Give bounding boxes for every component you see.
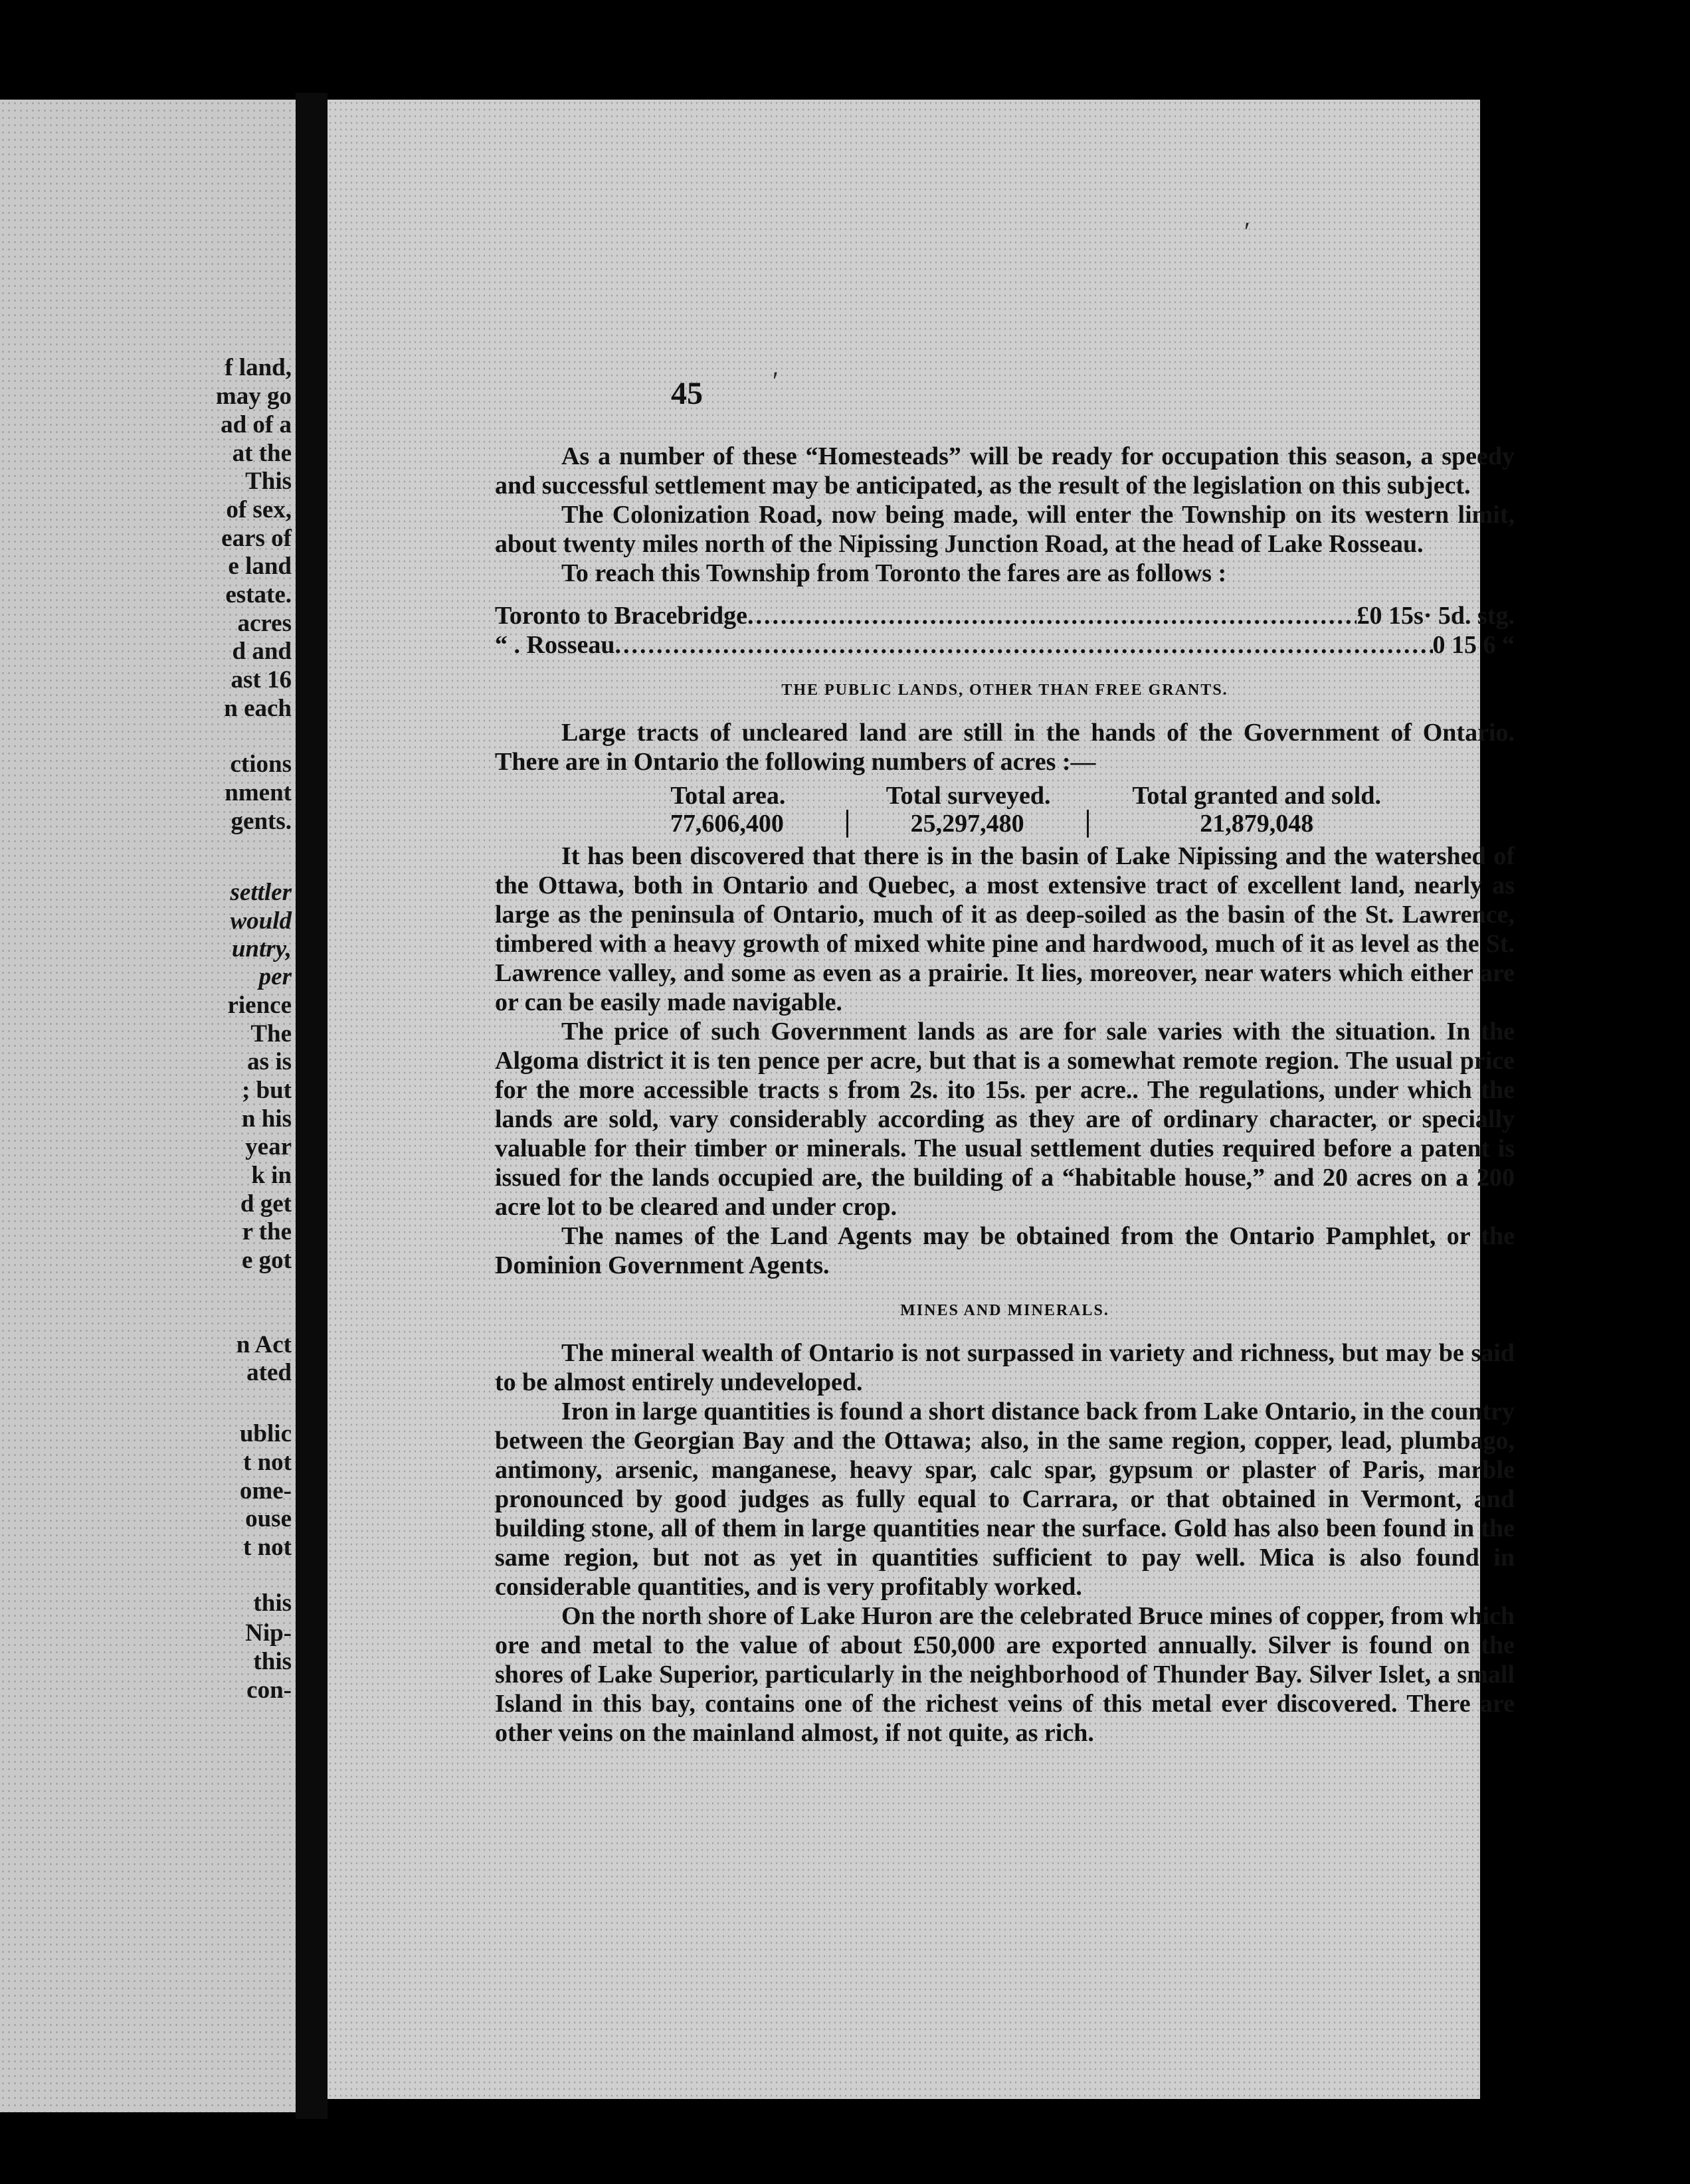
left-page-text-fragment: at the [232, 440, 292, 467]
acres-value: 21,879,048 [1200, 810, 1314, 838]
left-page-text-fragment: n Act [236, 1331, 292, 1358]
left-page-text-fragment: ; but [241, 1077, 292, 1104]
left-page-text-fragment: ears of [221, 525, 292, 552]
paragraph: To reach this Township from Toronto the fares are as follows : [561, 559, 1227, 587]
left-page-text-fragment: gents. [231, 808, 292, 835]
paragraph: As a number of these “Homesteads” will be ready for occupation this season, a speedy and successful settlement may be anticipated, as the result of the legislation on this subject. [495, 442, 1515, 500]
left-page-text-fragment: year [245, 1133, 292, 1160]
left-page-text-fragment: this [253, 1648, 292, 1675]
book-gutter [296, 93, 328, 2119]
left-page-text-fragment: e got [242, 1247, 292, 1274]
acres-header: Total area. [670, 782, 786, 810]
intro-section [495, 442, 1515, 588]
left-page-text-fragment: ublic [239, 1420, 292, 1447]
left-page-text-fragment: This [245, 468, 292, 495]
paragraph: On the north shore of Lake Huron are the celebrated Bruce mines of copper, from which ore and metal to the value of about £50,000 are exported annually. Silver is found on the shores of Lake Superior, particularly in the neighborhood of Thunder Bay. Silver Islet, a small Island in this bay, contains one of the richest veins of this metal ever discovered. There are other veins on the mainland almost, if not quite, as rich. [495, 1602, 1515, 1747]
print-speck: ʹ [1244, 217, 1250, 246]
left-page-text-fragment: estate. [225, 581, 292, 608]
left-page-text-fragment: nment [225, 779, 292, 806]
acres-header: Total surveyed. [886, 782, 1051, 810]
paragraph: The price of such Government lands as are for sale varies with the situation. In the Algoma district it is ten pence per acre, but that is a somewhat remote region. The usual price for the more accessible tracts s from 2s. ito 15s. per acre.. The regulations, under which the lands are sold, vary considerably according as they are of ordinary character, or specially valuable for their timber or minerals. The usual settlement duties required before a patent is issued for the lands occupied are, the building of a “habitable house,” and 20 acres on a 200 acre lot to be cleared and under crop. [495, 1018, 1515, 1221]
page-content [495, 442, 1515, 1748]
paragraph: Large tracts of uncleared land are still in the hands of the Government of Ontario. There are in Ontario the following numbers of acres :— [495, 719, 1515, 776]
section-heading-mines: MINES AND MINERALS. [900, 1302, 1109, 1319]
fare-amount: 0 15 6 “ [1432, 631, 1515, 659]
page-number: 45 [671, 376, 703, 411]
acres-value: 25,297,480 [848, 810, 1089, 838]
fare-destination: “ . Rosseau [495, 631, 615, 659]
leader-dots [747, 601, 1357, 630]
left-page-text-fragment: would [230, 907, 292, 935]
fare-row [495, 630, 1515, 660]
left-page-text-fragment: f land, [225, 354, 292, 381]
mines-section [495, 1338, 1515, 1748]
left-page-text-fragment: e land [228, 553, 292, 580]
left-page-text-fragment: t not [243, 1534, 292, 1561]
fares-table [495, 601, 1515, 660]
left-page-text-fragment: con- [246, 1677, 292, 1704]
paragraph: The names of the Land Agents may be obtained from the Ontario Pamphlet, or the Dominion Government Agents. [495, 1222, 1515, 1279]
left-page-text-fragment: untry, [231, 935, 292, 962]
fare-row [495, 601, 1515, 630]
fare-destination: Toronto to Bracebridge [495, 602, 747, 630]
public-lands-section [495, 842, 1515, 1280]
left-page-text-fragment: settler [230, 879, 292, 906]
left-page-text-fragment: ouse [245, 1505, 292, 1532]
left-page-text-fragment: ad of a [221, 411, 292, 438]
left-page-text-fragment: as is [247, 1048, 292, 1075]
left-page-text-fragment: k in [251, 1162, 292, 1189]
fare-amount: £0 15s· 5d. stg. [1357, 602, 1515, 630]
left-page-text-fragment: this [253, 1590, 292, 1617]
acres-table [608, 782, 1425, 838]
left-page-text-fragment: t not [243, 1449, 292, 1476]
left-page-text-fragment: n each [224, 695, 292, 722]
left-page-text-fragment: ctions [230, 751, 292, 778]
left-page-text-fragment: n his [241, 1105, 292, 1133]
paragraph: The mineral wealth of Ontario is not surpassed in variety and richness, but may be said to be almost entirely undeveloped. [495, 1339, 1515, 1396]
leader-dots [615, 630, 1433, 660]
left-page-text-fragment: acres [237, 610, 292, 637]
section-heading-public-lands: THE PUBLIC LANDS, OTHER THAN FREE GRANTS. [781, 682, 1228, 699]
left-page-text-fragment: d and [232, 638, 292, 665]
left-page-text-fragment: may go [215, 383, 292, 410]
left-page-text-fragment: ated [246, 1359, 292, 1386]
acres-header: Total granted and sold. [1132, 782, 1381, 810]
left-page-text-fragment: r the [242, 1218, 292, 1245]
left-page-text-fragment: Nip- [245, 1619, 292, 1647]
acres-value: 77,606,400 [608, 810, 848, 838]
left-page-text-fragment: ome- [239, 1477, 292, 1504]
left-page-text-fragment: d get [240, 1190, 292, 1218]
paragraph: It has been discovered that there is in the basin of Lake Nipissing and the watershed of the Ottawa, both in Ontario and Quebec, a most extensive tract of excellent land, nearly as large as the peninsula of Ontario, much of it as deep-soiled as the basin of the St. Lawrence, timbered with a heavy growth of mixed white pine and hardwood, much of it as level as the St. Lawrence valley, and some as even as a prairie. It lies, moreover, near waters which either are or can be easily made navigable. [495, 842, 1515, 1016]
left-page-text-fragment: rience [227, 992, 292, 1019]
paragraph: The Colonization Road, now being made, will enter the Township on its western limit, about twenty miles north of the Nipissing Junction Road, at the head of Lake Rosseau. [495, 501, 1515, 558]
left-page-text-fragment: of sex, [226, 496, 292, 523]
left-page-fragment [0, 100, 296, 2112]
left-page-text-fragment: per [258, 963, 292, 990]
paragraph: Iron in large quantities is found a short distance back from Lake Ontario, in the country between the Georgian Bay and the Ottawa; also, in the same region, copper, lead, plumbago, antimony, arsenic, manganese, heavy spar, calc spar, gypsum or plaster of Paris, marble pronounced by good judges as fully equal to Carrara, or that obtained in Vermont, and building stone, all of them in large quantities near the surface. Gold has also been found in the same region, but not as yet in quantities sufficient to pay well. Mica is also found in considerable quantities, and is very profitably worked. [495, 1398, 1515, 1601]
left-page-text-fragment: ast 16 [231, 666, 292, 693]
print-speck: ʹ [773, 366, 779, 396]
left-page-text-fragment: The [250, 1020, 292, 1047]
